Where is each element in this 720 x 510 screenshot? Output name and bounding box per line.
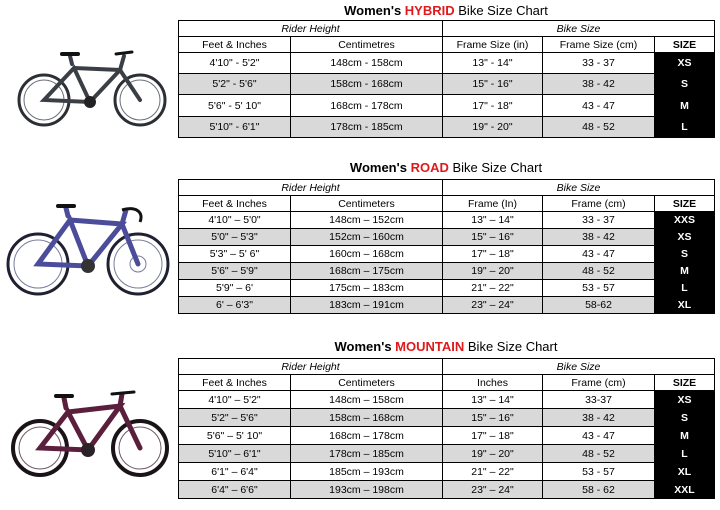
group-header-row bbox=[179, 180, 715, 196]
cell-size: M bbox=[655, 263, 715, 280]
cell-frame-in: 15" - 16" bbox=[443, 74, 543, 95]
cell-cm: 175cm – 183cm bbox=[291, 280, 443, 297]
table-row bbox=[179, 212, 715, 229]
table-row bbox=[179, 74, 715, 95]
table-row bbox=[179, 391, 715, 409]
cell-frame-in: 17" – 18" bbox=[443, 246, 543, 263]
cell-feet: 5'6" – 5'9" bbox=[179, 263, 291, 280]
rider-height-group: Rider Height bbox=[179, 180, 443, 196]
col-centimeters: Centimeters bbox=[291, 196, 443, 212]
title-rest: Bike Size Chart bbox=[458, 3, 548, 18]
hybrid-size-table bbox=[178, 20, 715, 138]
cell-frame-cm: 43 - 47 bbox=[543, 246, 655, 263]
cell-feet: 5'9" – 6' bbox=[179, 280, 291, 297]
title-rest: Bike Size Chart bbox=[452, 160, 543, 175]
cell-feet: 4'10" – 5'0" bbox=[179, 212, 291, 229]
cell-size: XL bbox=[655, 297, 715, 314]
cell-feet: 6' – 6'3" bbox=[179, 297, 291, 314]
col-feet-inches: Feet & Inches bbox=[179, 37, 291, 53]
bike-size-group: Bike Size bbox=[443, 359, 715, 375]
cell-feet: 5'10" – 6'1" bbox=[179, 445, 291, 463]
cell-inches: 23" – 24" bbox=[443, 481, 543, 499]
cell-inches: 19" – 20" bbox=[443, 445, 543, 463]
road-chart-title bbox=[178, 160, 714, 175]
col-centimeters: Centimeters bbox=[291, 375, 443, 391]
cell-frame-cm: 58-62 bbox=[543, 297, 655, 314]
cell-frame-cm: 53 - 57 bbox=[543, 463, 655, 481]
group-header-row bbox=[179, 21, 715, 37]
cell-feet: 4'10" – 5'2" bbox=[179, 391, 291, 409]
cell-cm: 168cm - 178cm bbox=[291, 95, 443, 117]
column-header-row bbox=[179, 196, 715, 212]
cell-feet: 5'0" – 5'3" bbox=[179, 229, 291, 246]
mountain-size-table bbox=[178, 358, 715, 499]
cell-size: XL bbox=[655, 463, 715, 481]
cell-cm: 148cm – 158cm bbox=[291, 391, 443, 409]
cell-cm: 148cm – 152cm bbox=[291, 212, 443, 229]
cell-feet: 5'10" - 6'1" bbox=[179, 117, 291, 138]
col-frame-cm: Frame (cm) bbox=[543, 196, 655, 212]
mountain-chart-title bbox=[178, 339, 714, 354]
cell-cm: 158cm – 168cm bbox=[291, 409, 443, 427]
table-row bbox=[179, 263, 715, 280]
cell-size: L bbox=[655, 117, 715, 138]
road-bike-icon bbox=[4, 200, 174, 300]
cell-frame-cm: 48 - 52 bbox=[543, 445, 655, 463]
rider-height-group: Rider Height bbox=[179, 359, 443, 375]
cell-size: XXL bbox=[655, 481, 715, 499]
table-row bbox=[179, 117, 715, 138]
rider-height-group: Rider Height bbox=[179, 21, 443, 37]
cell-size: S bbox=[655, 409, 715, 427]
cell-feet: 5'6" - 5' 10" bbox=[179, 95, 291, 117]
col-frame-cm: Frame (cm) bbox=[543, 375, 655, 391]
col-centimetres: Centimetres bbox=[291, 37, 443, 53]
cell-frame-cm: 38 - 42 bbox=[543, 409, 655, 427]
cell-frame-cm: 43 - 47 bbox=[543, 427, 655, 445]
col-frame-in: Frame Size (in) bbox=[443, 37, 543, 53]
cell-cm: 160cm – 168cm bbox=[291, 246, 443, 263]
title-highlight: MOUNTAIN bbox=[395, 339, 465, 354]
col-size: SIZE bbox=[655, 196, 715, 212]
col-size: SIZE bbox=[655, 37, 715, 53]
cell-frame-in: 17" - 18" bbox=[443, 95, 543, 117]
table-row bbox=[179, 280, 715, 297]
cell-inches: 21" – 22" bbox=[443, 463, 543, 481]
table-row bbox=[179, 53, 715, 74]
bike-size-group: Bike Size bbox=[443, 180, 715, 196]
group-header-row bbox=[179, 359, 715, 375]
table-row bbox=[179, 427, 715, 445]
title-lead: Women's bbox=[344, 3, 402, 18]
cell-size: L bbox=[655, 280, 715, 297]
table-row bbox=[179, 229, 715, 246]
column-header-row bbox=[179, 375, 715, 391]
cell-frame-in: 13" - 14" bbox=[443, 53, 543, 74]
cell-frame-cm: 38 - 42 bbox=[543, 74, 655, 95]
cell-inches: 13" – 14" bbox=[443, 391, 543, 409]
col-feet-inches: Feet & Inches bbox=[179, 375, 291, 391]
bike-size-group: Bike Size bbox=[443, 21, 715, 37]
cell-feet: 6'1" – 6'4" bbox=[179, 463, 291, 481]
cell-frame-in: 21" – 22" bbox=[443, 280, 543, 297]
title-lead: Women's bbox=[334, 339, 392, 354]
cell-size: L bbox=[655, 445, 715, 463]
road-size-table bbox=[178, 179, 715, 314]
cell-size: XS bbox=[655, 53, 715, 74]
table-row bbox=[179, 445, 715, 463]
cell-cm: 193cm – 198cm bbox=[291, 481, 443, 499]
cell-frame-in: 19" - 20" bbox=[443, 117, 543, 138]
table-row bbox=[179, 463, 715, 481]
cell-cm: 178cm – 185cm bbox=[291, 445, 443, 463]
table-row bbox=[179, 297, 715, 314]
hybrid-bike-icon bbox=[12, 40, 172, 132]
table-row bbox=[179, 246, 715, 263]
col-frame-cm: Frame Size (cm) bbox=[543, 37, 655, 53]
cell-cm: 152cm – 160cm bbox=[291, 229, 443, 246]
table-row bbox=[179, 481, 715, 499]
cell-feet: 5'2" - 5'6" bbox=[179, 74, 291, 95]
table-row bbox=[179, 409, 715, 427]
cell-cm: 158cm - 168cm bbox=[291, 74, 443, 95]
title-highlight: ROAD bbox=[410, 160, 449, 175]
cell-size: XS bbox=[655, 229, 715, 246]
hybrid-chart-title bbox=[178, 3, 714, 18]
cell-frame-cm: 48 - 52 bbox=[543, 263, 655, 280]
cell-frame-cm: 58 - 62 bbox=[543, 481, 655, 499]
col-feet-inches: Feet & Inches bbox=[179, 196, 291, 212]
cell-feet: 5'3" – 5' 6" bbox=[179, 246, 291, 263]
column-header-row bbox=[179, 37, 715, 53]
cell-inches: 15" – 16" bbox=[443, 409, 543, 427]
col-frame-in: Frame (In) bbox=[443, 196, 543, 212]
cell-frame-cm: 53 - 57 bbox=[543, 280, 655, 297]
mountain-bike-icon bbox=[8, 388, 174, 480]
cell-frame-in: 19" – 20" bbox=[443, 263, 543, 280]
cell-frame-cm: 38 - 42 bbox=[543, 229, 655, 246]
cell-inches: 17" – 18" bbox=[443, 427, 543, 445]
cell-feet: 4'10" - 5'2" bbox=[179, 53, 291, 74]
cell-frame-cm: 43 - 47 bbox=[543, 95, 655, 117]
cell-cm: 168cm – 175cm bbox=[291, 263, 443, 280]
cell-frame-in: 13" – 14" bbox=[443, 212, 543, 229]
cell-size: XXS bbox=[655, 212, 715, 229]
title-highlight: HYBRID bbox=[404, 3, 455, 18]
cell-frame-cm: 33-37 bbox=[543, 391, 655, 409]
cell-frame-cm: 33 - 37 bbox=[543, 212, 655, 229]
table-row bbox=[179, 95, 715, 117]
cell-frame-in: 23" – 24" bbox=[443, 297, 543, 314]
title-rest: Bike Size Chart bbox=[467, 339, 558, 354]
cell-cm: 185cm – 193cm bbox=[291, 463, 443, 481]
cell-size: XS bbox=[655, 391, 715, 409]
col-size: SIZE bbox=[655, 375, 715, 391]
cell-cm: 168cm – 178cm bbox=[291, 427, 443, 445]
cell-feet: 6'4" – 6'6" bbox=[179, 481, 291, 499]
cell-frame-cm: 33 - 37 bbox=[543, 53, 655, 74]
col-inches: Inches bbox=[443, 375, 543, 391]
cell-frame-in: 15" – 16" bbox=[443, 229, 543, 246]
cell-size: S bbox=[655, 74, 715, 95]
cell-size: S bbox=[655, 246, 715, 263]
cell-size: M bbox=[655, 427, 715, 445]
cell-size: M bbox=[655, 95, 715, 117]
cell-cm: 178cm - 185cm bbox=[291, 117, 443, 138]
cell-cm: 183cm – 191cm bbox=[291, 297, 443, 314]
cell-cm: 148cm - 158cm bbox=[291, 53, 443, 74]
cell-feet: 5'2" – 5'6" bbox=[179, 409, 291, 427]
cell-feet: 5'6" – 5' 10" bbox=[179, 427, 291, 445]
cell-frame-cm: 48 - 52 bbox=[543, 117, 655, 138]
title-lead: Women's bbox=[349, 160, 407, 175]
